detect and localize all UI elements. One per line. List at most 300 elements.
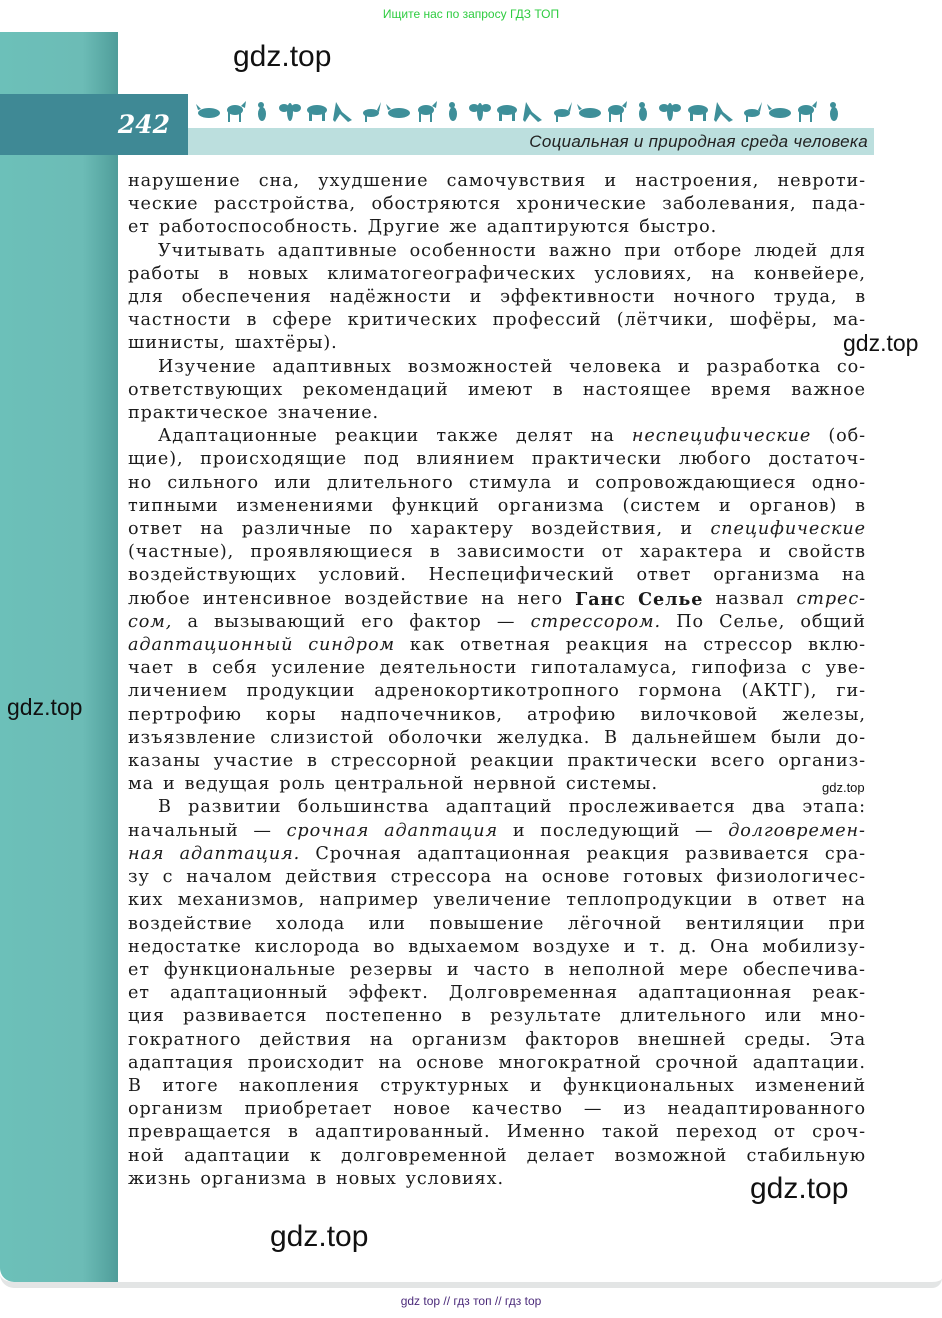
word: в: [429, 542, 441, 563]
word: Изучение: [158, 356, 257, 377]
text-line: [128, 1145, 866, 1168]
text-line: [128, 1029, 866, 1052]
word: новых: [248, 263, 309, 284]
word: стрессорной: [330, 751, 458, 772]
word: превращается: [128, 1122, 272, 1143]
text-line: [128, 657, 866, 680]
butterfly-icon: [658, 100, 682, 124]
word: гипофиза: [691, 658, 788, 679]
word: его: [361, 611, 395, 632]
text-line: [128, 611, 866, 634]
word: критических: [347, 310, 478, 331]
word: основе: [541, 867, 611, 888]
text-line: [128, 564, 866, 587]
word: в: [544, 959, 555, 980]
word: важное: [791, 379, 866, 400]
word: вилочковой: [640, 704, 759, 725]
word: итоге: [162, 1075, 219, 1096]
word: адаптивные: [277, 240, 398, 261]
word: новых: [336, 1168, 397, 1189]
word: шинисты,: [128, 333, 226, 354]
word: результате: [490, 1006, 602, 1027]
antelope-icon: [740, 100, 764, 124]
word: ответ: [128, 519, 183, 540]
word: Селье,: [719, 611, 786, 632]
word: уве-: [825, 658, 866, 679]
word: длительного: [620, 1006, 747, 1027]
word: обеспечения: [181, 287, 312, 308]
word: специфические: [710, 519, 866, 540]
word: для: [128, 287, 164, 308]
word: начальный: [128, 820, 239, 841]
word: адаптация: [384, 820, 499, 841]
word: приобретает: [244, 1099, 373, 1120]
word: быстро.: [639, 217, 718, 238]
word: кислорода: [254, 936, 361, 957]
word: организм: [411, 1029, 508, 1050]
text-line: [128, 448, 866, 471]
word: желудка.: [497, 727, 591, 748]
word: —: [694, 820, 714, 841]
word: адаптационная: [638, 983, 793, 1004]
word: В: [158, 797, 172, 818]
word: самочувствия: [446, 171, 587, 191]
word: в: [187, 658, 199, 679]
word: адаптационный: [170, 983, 329, 1004]
word: мно-: [820, 1006, 866, 1027]
word: накопления: [239, 1075, 360, 1096]
text-line: [128, 286, 866, 309]
word: значение.: [277, 403, 380, 424]
bird-icon: [250, 100, 274, 124]
word: коры: [266, 704, 317, 725]
word: и: [446, 959, 460, 980]
word: практически: [531, 449, 663, 470]
word: ги-: [836, 681, 866, 702]
word: системы.: [565, 774, 658, 795]
text-line: [128, 982, 866, 1005]
watermark: gdz.top: [843, 330, 919, 356]
word: организ-: [778, 751, 866, 772]
word: и: [567, 472, 581, 493]
word: По: [676, 611, 704, 632]
word: Эта: [829, 1029, 866, 1050]
word: труда,: [773, 287, 838, 308]
text-line: [128, 518, 866, 541]
bull-icon: [495, 100, 519, 124]
word: характера: [639, 542, 744, 563]
deer-icon: [604, 100, 628, 124]
text-line: [128, 866, 866, 889]
word: неадаптированного: [667, 1099, 866, 1120]
word: жизнь: [128, 1168, 192, 1189]
word: последующий: [540, 820, 681, 841]
word: два: [752, 797, 787, 818]
word: ет: [128, 217, 150, 238]
word: в: [246, 310, 258, 331]
body-text: [128, 170, 866, 1191]
word: постепенно: [325, 1006, 444, 1027]
word: сна,: [258, 171, 301, 191]
word: условиях,: [594, 263, 693, 284]
word: настоящее: [582, 379, 692, 400]
word: холода: [276, 913, 346, 934]
bull-icon: [305, 100, 329, 124]
text-line: [128, 796, 866, 819]
word: происходит: [247, 1052, 365, 1073]
word: —: [583, 1099, 603, 1120]
deer-icon: [223, 100, 247, 124]
word: основе: [416, 1052, 485, 1073]
word: влиянием: [416, 449, 515, 470]
text-line: [128, 1098, 866, 1121]
word: в: [855, 495, 866, 516]
word: в: [552, 379, 564, 400]
word: практическое: [128, 403, 269, 424]
word: ма-: [833, 310, 866, 331]
word: адаптаций: [445, 797, 553, 818]
word: от: [601, 542, 624, 563]
word: как: [409, 635, 446, 656]
word: работы: [128, 263, 201, 284]
word: или: [764, 1006, 803, 1027]
dolphin-icon: [577, 100, 601, 124]
word: Неспецифический: [428, 565, 615, 586]
word: воздействующих: [128, 565, 297, 586]
antelope-icon: [550, 100, 574, 124]
word: адаптация: [128, 1052, 234, 1073]
word: готовых: [623, 867, 704, 888]
word: переход: [676, 1122, 758, 1143]
word: надёжности: [329, 287, 452, 308]
word: воздействия,: [531, 519, 663, 540]
word: реакции: [470, 751, 555, 772]
word: происходящие: [200, 449, 348, 470]
word: типными: [128, 495, 219, 516]
word: теплопродукции: [566, 890, 733, 911]
word: долговремен-: [728, 820, 866, 841]
word: во: [373, 936, 396, 957]
word: адаптации: [184, 1145, 291, 1166]
butterfly-icon: [468, 100, 492, 124]
word: условиях.: [405, 1168, 504, 1189]
word: со-: [836, 356, 866, 377]
antelope-icon: [359, 100, 383, 124]
word: стабильную: [746, 1145, 866, 1166]
word: стрес-: [796, 588, 866, 609]
text-line: [128, 1121, 866, 1144]
word: вдыхаемом: [408, 936, 520, 957]
word: срочная: [286, 820, 370, 841]
word: (частные),: [128, 542, 235, 563]
word: ной: [128, 1145, 165, 1166]
text-line: [128, 773, 866, 796]
word: гипоталамуса,: [530, 658, 678, 679]
word: стимула: [468, 472, 553, 493]
word: общий: [800, 611, 866, 632]
word: многократной: [498, 1052, 642, 1073]
word: ответ: [636, 565, 692, 586]
word: в: [316, 1168, 328, 1189]
word: новое: [393, 1099, 452, 1120]
word: отборе: [673, 240, 743, 261]
word: адаптации.: [752, 1052, 866, 1073]
word: реакции: [334, 426, 420, 447]
deer-icon: [414, 100, 438, 124]
word: долговременной: [341, 1145, 508, 1166]
word: до-: [835, 727, 866, 748]
word: надпочечников,: [340, 704, 503, 725]
text-line: [128, 704, 866, 727]
text-line: [128, 356, 866, 379]
text-line: [128, 263, 866, 286]
word: и: [759, 542, 772, 563]
lizard-icon: [522, 100, 546, 124]
word: нервной: [473, 774, 557, 795]
word: реак-: [812, 983, 866, 1004]
watermark: gdz.top: [822, 780, 865, 795]
word: лёгочной: [567, 913, 663, 934]
word: стрессора: [390, 867, 493, 888]
word: ведущая: [184, 774, 271, 795]
deer-icon: [794, 100, 818, 124]
word: центральной: [334, 774, 465, 795]
word: развивается: [183, 1006, 308, 1027]
word: усиление: [271, 658, 366, 679]
animal-silhouettes-strip: [196, 100, 846, 124]
lizard-icon: [332, 100, 356, 124]
word: время: [711, 379, 772, 400]
word: адаптируются: [486, 217, 631, 238]
text-line: [128, 240, 866, 263]
word: частности: [128, 310, 232, 331]
word: увеличение: [433, 890, 552, 911]
word: такой: [601, 1122, 660, 1143]
text-line: [128, 1005, 866, 1028]
word: сра-: [824, 843, 866, 864]
word: Учитывать: [158, 240, 266, 261]
word: на: [378, 1052, 403, 1073]
dolphin-icon: [386, 100, 410, 124]
dolphin-icon: [196, 100, 220, 124]
footer-links: gdz top // гдз топ // гдз top: [400, 1294, 542, 1308]
word: на: [711, 263, 736, 284]
word: и: [680, 519, 694, 540]
word: в: [306, 751, 318, 772]
page-number: 242: [117, 110, 170, 139]
word: на: [481, 588, 506, 609]
text-line: [128, 541, 866, 564]
word: делят: [515, 426, 574, 447]
word: конвейере,: [753, 263, 866, 284]
word: часто: [473, 959, 531, 980]
word: чает: [128, 658, 174, 679]
word: же: [449, 217, 478, 238]
lizard-icon: [713, 100, 737, 124]
word: под: [363, 449, 400, 470]
word: себя: [212, 658, 258, 679]
word: В: [128, 1075, 142, 1096]
watermark: gdz.top: [270, 1220, 369, 1253]
word: к: [309, 1145, 322, 1166]
word: пертрофию: [128, 704, 242, 725]
word: сом,: [128, 611, 173, 632]
word: зависимости: [456, 542, 586, 563]
word: щие),: [128, 449, 184, 470]
word: адаптационный: [128, 635, 294, 656]
text-line: [128, 425, 866, 448]
word: ночного: [673, 287, 756, 308]
word: срочной: [655, 1052, 740, 1073]
word: и: [512, 820, 526, 841]
word: действия: [259, 1029, 352, 1050]
word: В: [604, 727, 618, 748]
word: Ганс: [575, 588, 626, 610]
word: проявляющиеся: [250, 542, 414, 563]
word: и: [623, 936, 637, 957]
word: или: [368, 913, 406, 934]
word: неполной: [568, 959, 666, 980]
word: мере: [679, 959, 729, 980]
word: слизистой: [270, 727, 375, 748]
word: органов): [749, 495, 838, 516]
word: развивается: [685, 843, 810, 864]
text-line: [128, 309, 866, 332]
word: и: [469, 287, 483, 308]
word: (лётчики,: [616, 310, 715, 331]
word: но: [128, 472, 153, 493]
text-line: [128, 495, 866, 518]
word: характеру: [410, 519, 514, 540]
word: условий.: [318, 565, 407, 586]
text-line: [128, 193, 866, 216]
word: в: [218, 263, 230, 284]
word: действия: [285, 867, 378, 888]
word: обостряются: [371, 194, 502, 215]
text-line: [128, 332, 866, 355]
word: на: [200, 519, 225, 540]
word: на: [369, 1029, 394, 1050]
page-side-margin: [0, 32, 118, 1282]
text-line: [128, 959, 866, 982]
word: него: [517, 588, 563, 609]
word: развитии: [188, 797, 282, 818]
word: сроч-: [812, 1122, 866, 1143]
word: стрессором.: [530, 611, 662, 632]
word: Срочная: [315, 843, 402, 864]
word: или: [274, 472, 312, 493]
word: оболочки: [388, 727, 484, 748]
word: этапа:: [802, 797, 866, 818]
word: (АКТГ),: [741, 681, 818, 702]
watermark: gdz.top: [7, 694, 83, 720]
word: повышение: [429, 913, 545, 934]
word: зу: [128, 867, 150, 888]
word: возможной: [614, 1145, 728, 1166]
word: организм: [128, 1099, 224, 1120]
section-title-band: [188, 128, 874, 155]
page-number-box: [0, 94, 188, 155]
word: эффект.: [348, 983, 429, 1004]
word: роль: [279, 774, 326, 795]
word: фактор: [409, 611, 482, 632]
text-line: [128, 820, 866, 843]
text-line: [128, 750, 866, 773]
text-line: [128, 680, 866, 703]
word: человека: [569, 356, 662, 377]
word: организма: [713, 565, 821, 586]
word: организма: [200, 1168, 308, 1189]
word: от: [773, 1122, 796, 1143]
word: ких: [128, 890, 164, 911]
word: невроти-: [777, 171, 866, 191]
word: особенности: [409, 240, 537, 261]
word: климатогеографических: [327, 263, 576, 284]
word: вентиляции: [685, 913, 806, 934]
word: Другие: [367, 217, 441, 238]
word: —: [496, 611, 516, 632]
word: продукции: [246, 681, 356, 702]
word: и: [677, 356, 691, 377]
word: синдром: [308, 635, 395, 656]
text-line: [128, 170, 866, 193]
text-line: [128, 1052, 866, 1075]
word: расстройства,: [213, 194, 356, 215]
word: (систем: [622, 495, 701, 516]
word: на: [841, 890, 866, 911]
word: людей: [754, 240, 819, 261]
bird-icon: [631, 100, 655, 124]
word: достаточ-: [768, 449, 866, 470]
text-line: [128, 634, 866, 657]
word: в: [855, 287, 866, 308]
word: хронические: [516, 194, 647, 215]
text-line: [128, 936, 866, 959]
butterfly-icon: [278, 100, 302, 124]
word: адренокортикотропного: [374, 681, 620, 702]
word: атрофию: [526, 704, 617, 725]
word: ет: [128, 959, 150, 980]
word: воздействие: [128, 913, 253, 934]
word: сфере: [272, 310, 333, 331]
word: например: [319, 890, 419, 911]
word: различные: [241, 519, 352, 540]
word: изменениями: [236, 495, 374, 516]
text-line: [128, 402, 866, 425]
word: длительного: [326, 472, 454, 493]
word: сильного: [167, 472, 260, 493]
watermark: gdz.top: [233, 40, 332, 73]
word: были: [770, 727, 823, 748]
text-line: [128, 727, 866, 750]
word: личением: [128, 681, 228, 702]
text-line: [128, 472, 866, 495]
word: сопровождающиеся: [595, 472, 797, 493]
word: качество: [472, 1099, 563, 1120]
word: и: [529, 1075, 543, 1096]
word: свойств: [788, 542, 866, 563]
word: факторов: [525, 1029, 620, 1050]
word: делает: [526, 1145, 596, 1166]
word: заболевания,: [662, 194, 797, 215]
word: из: [623, 1099, 647, 1120]
word: Долговременная: [448, 983, 619, 1004]
word: в: [288, 1122, 299, 1143]
word: большинства: [297, 797, 430, 818]
text-line: [128, 889, 866, 912]
word: адаптированный.: [315, 1122, 491, 1143]
word: ответная: [459, 635, 551, 656]
